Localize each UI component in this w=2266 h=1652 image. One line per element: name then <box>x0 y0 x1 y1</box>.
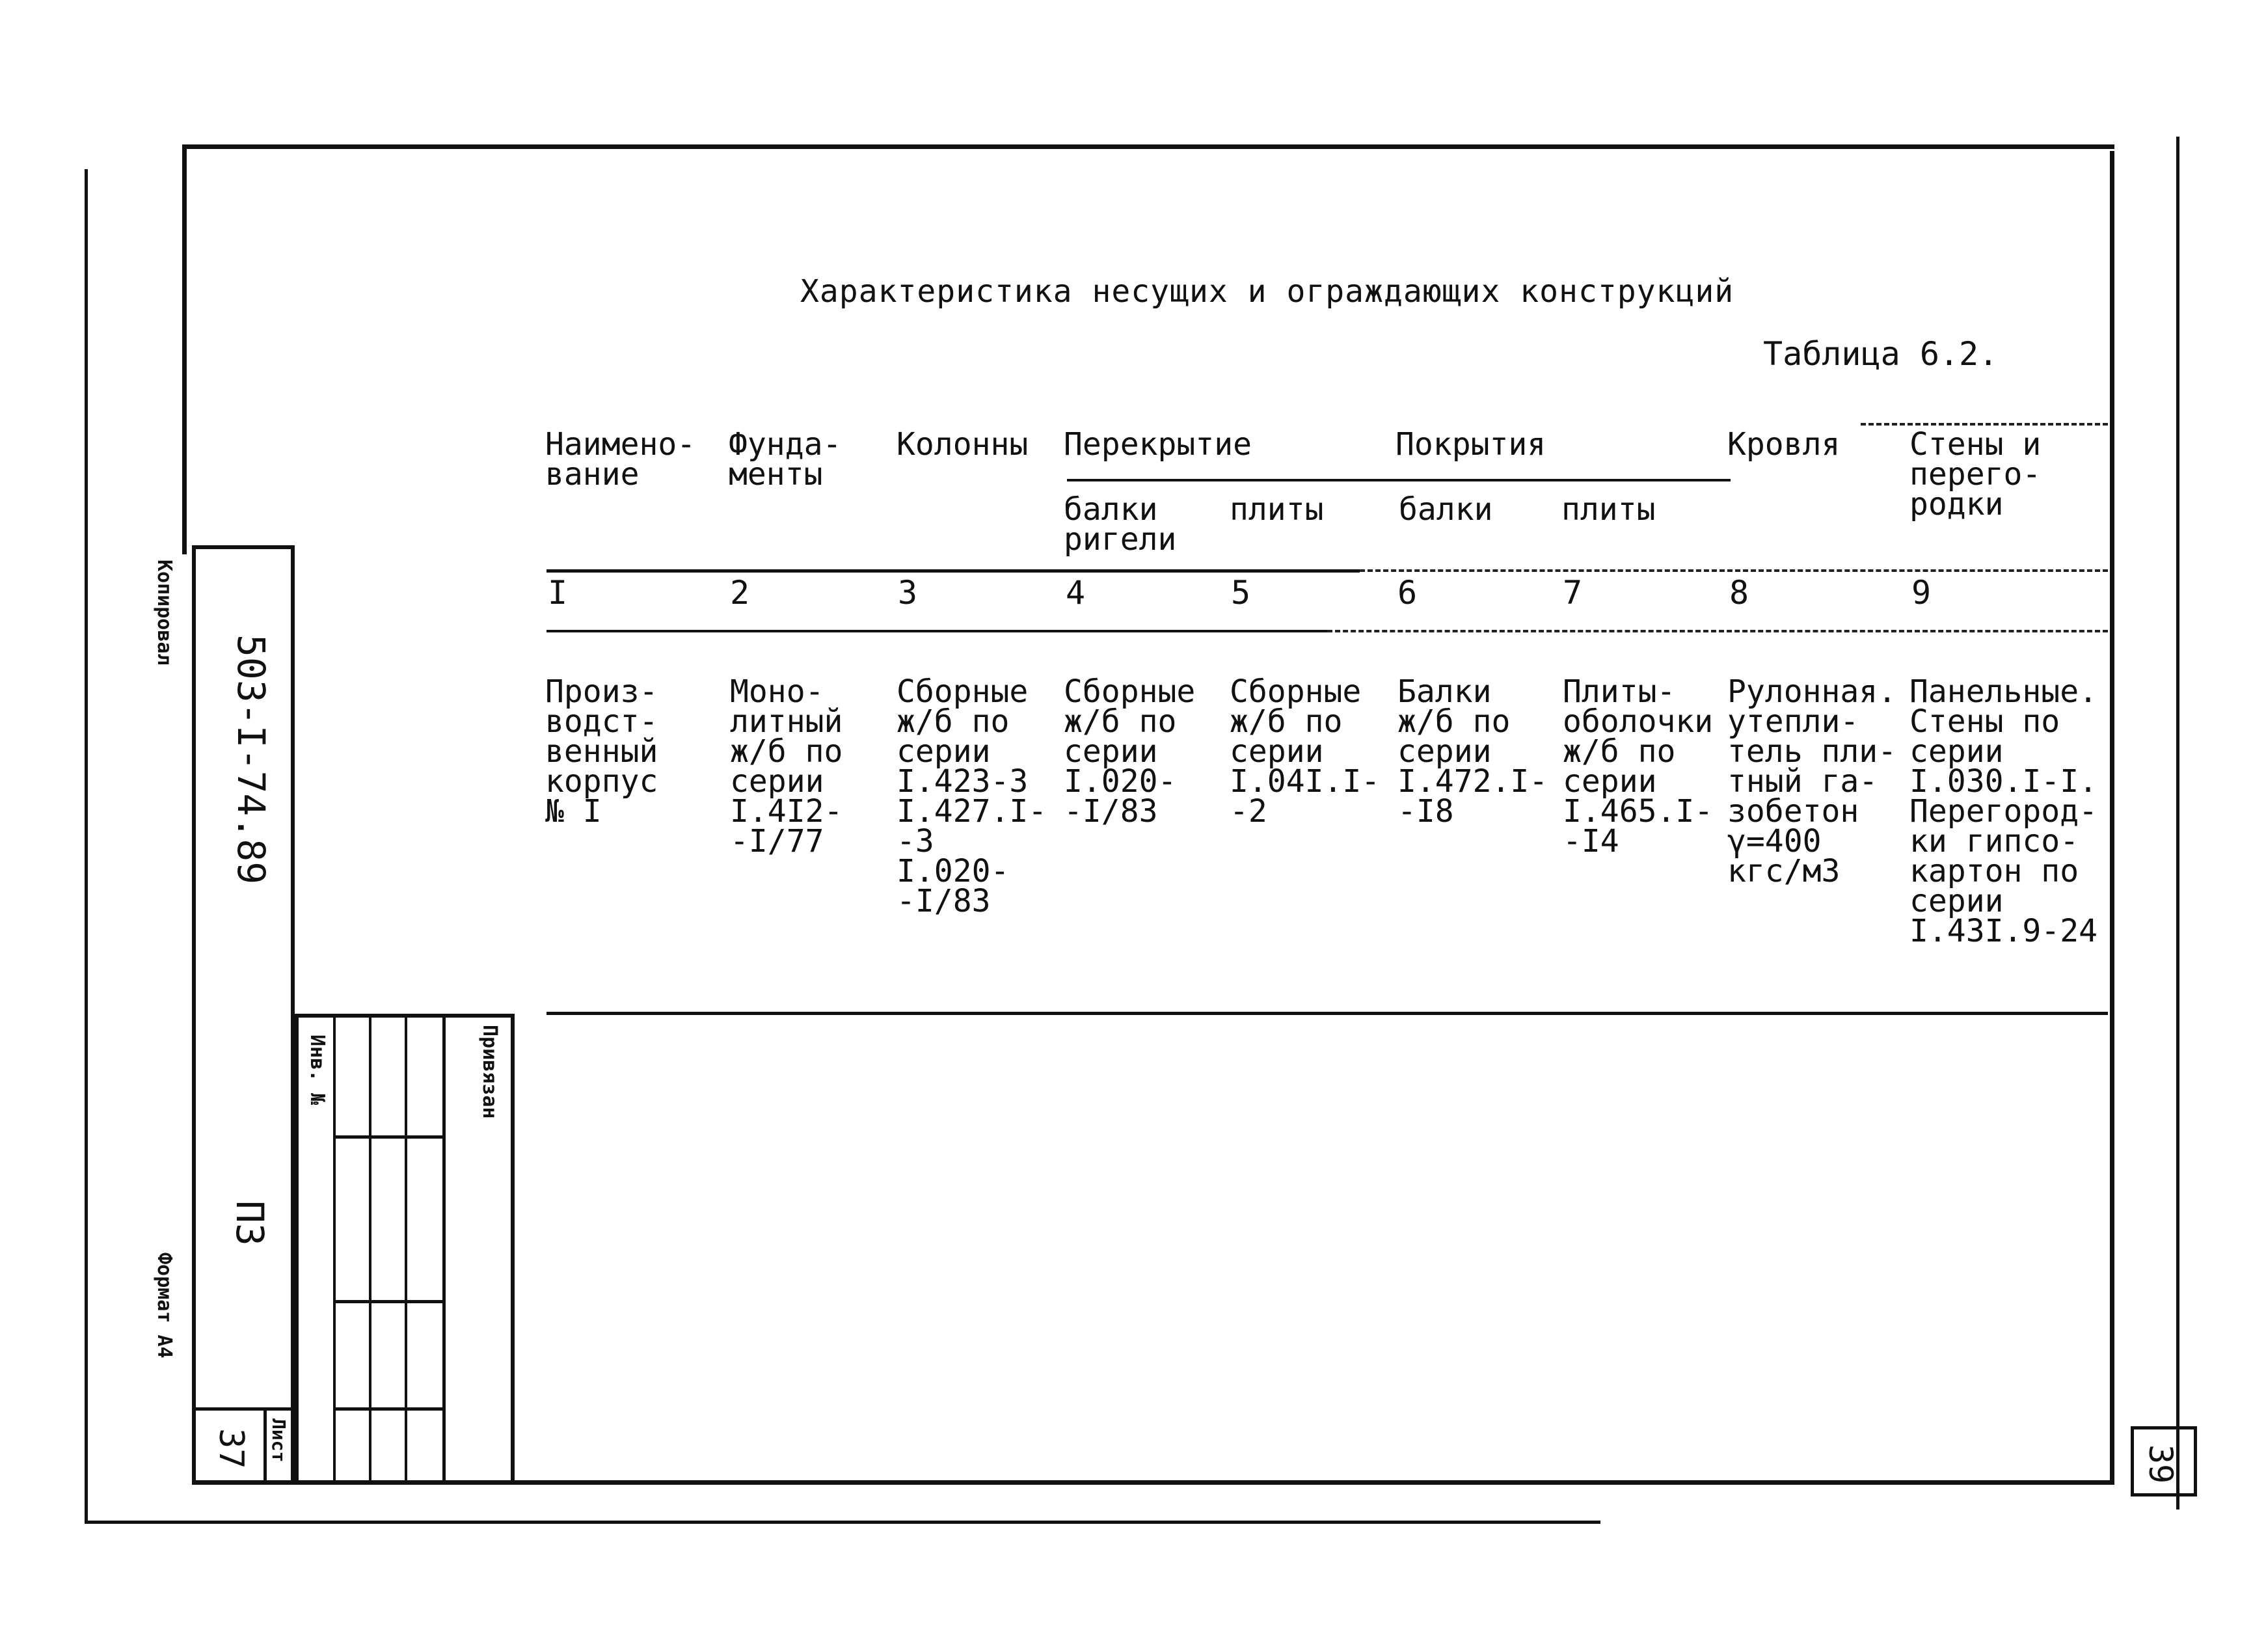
header-sub-rule-floor <box>1067 479 1731 481</box>
column-number-7: 7 <box>1563 574 1583 612</box>
frame-right-line <box>2110 151 2114 1485</box>
column-number-9: 9 <box>1911 574 1932 612</box>
format-label: Формат А4 <box>153 1253 176 1359</box>
cell-floor-beams: Сборные ж/б по серии I.020- -I/83 <box>1064 673 1196 830</box>
copied-label: Копировал <box>153 560 176 666</box>
cell-walls: Панельные. Стены по серии I.030.I-I. Перегород- ки гипсо- картон по серии I.43I.9-24 <box>1909 673 2097 949</box>
numbers-bottom-rule-2 <box>1327 630 2108 632</box>
frame-top-line <box>182 144 2114 149</box>
header-roofing: Кровля <box>1727 426 1841 463</box>
stamp-inv-label: Инв. № <box>306 1035 329 1105</box>
cell-foundations: Моно- литный ж/б по серии I.4I2- -I/77 <box>730 673 843 860</box>
header-columns: Колонны <box>897 426 1029 463</box>
header-bottom-rule <box>546 569 1360 573</box>
inventory-grid-row-1 <box>333 1135 444 1139</box>
header-floor: Перекрытие <box>1064 426 1252 463</box>
inventory-grid-row-3 <box>333 1407 444 1411</box>
header-name: Наимено- вание <box>545 426 696 493</box>
header-cover-slabs: плиты <box>1561 491 1656 528</box>
stamp-code-divider <box>192 1407 296 1411</box>
header-cover-beams: балки <box>1399 491 1493 528</box>
stamp-sheet-label: Лист <box>268 1418 290 1463</box>
frame-left-line <box>182 144 187 554</box>
header-floor-beams: балки ригели <box>1064 491 1177 558</box>
header-floor-slabs: плиты <box>1230 491 1324 528</box>
outer-left-line <box>85 169 88 1523</box>
cell-columns: Сборные ж/б по серии I.423-3 I.427.I- -3 I.020- -I/83 <box>897 673 1047 919</box>
cell-roofing: Рулонная. утепли- тель пли- тный га- зобетон γ=400 кгс/м3 <box>1727 673 1897 889</box>
column-number-4: 4 <box>1066 574 1086 612</box>
cell-cover-beams: Балки ж/б по серии I.472.I- -I8 <box>1397 673 1548 830</box>
inventory-grid-row-2 <box>333 1300 444 1303</box>
inventory-grid-col-3 <box>405 1014 407 1482</box>
inventory-grid-col-1 <box>333 1014 336 1482</box>
inventory-grid-col-2 <box>369 1014 371 1482</box>
page-number: 39 <box>2142 1444 2179 1484</box>
stamp-section: ПЗ <box>228 1200 272 1246</box>
column-number-2: 2 <box>730 574 750 612</box>
stamp-code: 503-I-74.89 <box>229 634 273 885</box>
inventory-grid-col-4 <box>442 1014 446 1482</box>
table-top-rule <box>1861 423 2108 426</box>
column-number-1: I <box>548 574 568 612</box>
outer-bottom-line <box>85 1521 1600 1524</box>
cell-cover-slabs: Плиты- оболочки ж/б по серии I.465.I- -I4 <box>1563 673 1714 860</box>
header-roof-cover: Покрытия <box>1396 426 1546 463</box>
cell-name: Произ- водст- венный корпус № I <box>545 673 658 830</box>
column-number-8: 8 <box>1729 574 1749 612</box>
table-label: Таблица 6.2. <box>1763 335 1999 373</box>
column-number-6: 6 <box>1397 574 1418 612</box>
header-bottom-rule-2 <box>1360 569 2108 572</box>
table-bottom-rule <box>546 1012 2108 1015</box>
stamp-attached-label: Привязан <box>478 1025 501 1119</box>
header-foundations: Фунда- менты <box>729 426 842 493</box>
numbers-bottom-rule <box>546 630 1327 632</box>
header-walls: Стены и перего- родки <box>1909 426 2042 522</box>
stamp-sheet-number: 37 <box>211 1428 250 1469</box>
document-title: Характеристика несущих и ограждающих конструкций <box>800 273 1734 310</box>
column-number-3: 3 <box>898 574 918 612</box>
outer-right-line <box>2176 137 2179 1510</box>
column-number-5: 5 <box>1231 574 1251 612</box>
cell-floor-slabs: Сборные ж/б по серии I.04I.I- -2 <box>1230 673 1381 830</box>
stamp-sheet-divider <box>263 1407 267 1482</box>
